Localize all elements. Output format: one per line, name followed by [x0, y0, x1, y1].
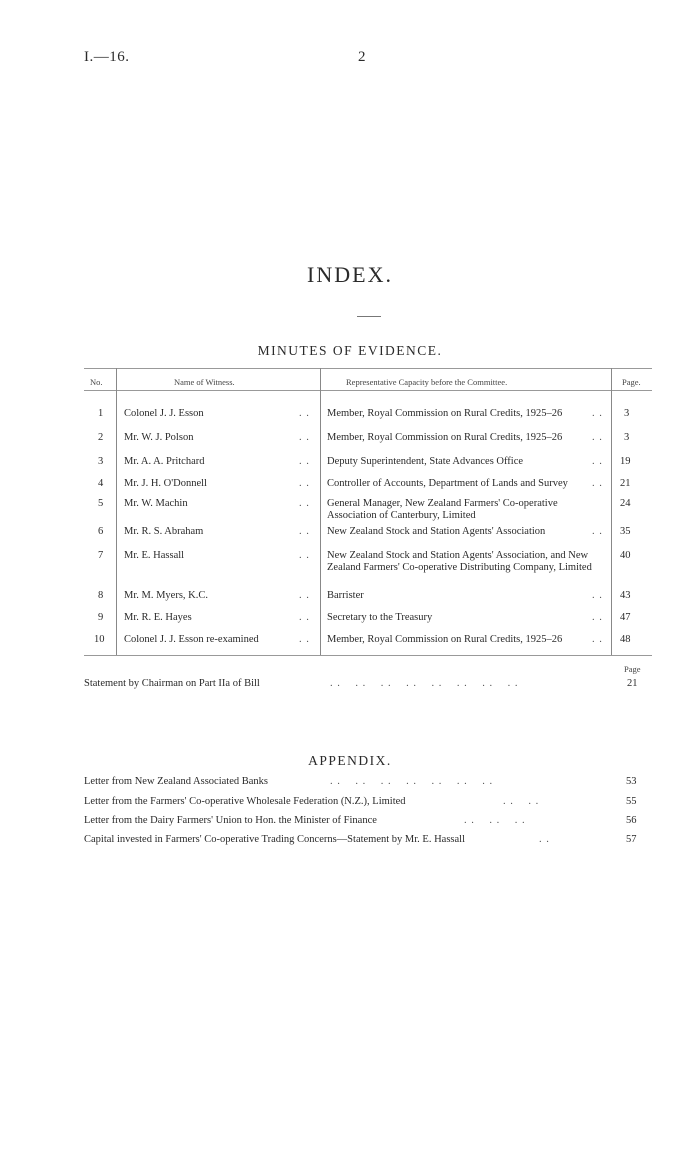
- name-leader-dots: . .: [299, 432, 310, 443]
- appendix-page: 55: [626, 796, 637, 807]
- row-number: 1: [98, 408, 104, 419]
- page-reference: 40: [620, 550, 631, 561]
- page-reference: 19: [620, 456, 631, 467]
- row-number: 2: [98, 432, 104, 443]
- statement-label: Statement by Chairman on Part IIa of Bill: [84, 678, 260, 689]
- witness-capacity: Member, Royal Commission on Rural Credits, 1925–26: [327, 634, 563, 645]
- appendix-leader-dots: . . . . . .: [464, 815, 526, 826]
- column-header-capacity: Representative Capacity before the Committee.: [346, 377, 508, 387]
- page-reference: 21: [620, 478, 631, 489]
- witness-capacity: Secretary to the Treasury: [327, 612, 433, 623]
- row-number: 7: [98, 550, 104, 561]
- appendix-page: 53: [626, 776, 637, 787]
- name-leader-dots: . .: [299, 550, 310, 561]
- witness-capacity: Deputy Superintendent, State Advances Office: [327, 456, 524, 467]
- witness-capacity: Member, Royal Commission on Rural Credits, 1925–26: [327, 408, 563, 419]
- document-reference: I.—16.: [84, 49, 130, 65]
- witness-name: Mr. W. J. Polson: [124, 432, 194, 443]
- page-reference: 3: [624, 408, 630, 419]
- row-number: 3: [98, 456, 104, 467]
- row-number: 6: [98, 526, 104, 537]
- name-leader-dots: . .: [299, 456, 310, 467]
- appendix-leader-dots: . . . .: [503, 796, 540, 807]
- appendix-page: 57: [626, 834, 637, 845]
- witness-capacity: Member, Royal Commission on Rural Credits, 1925–26: [327, 432, 563, 443]
- title-divider: [357, 316, 381, 317]
- name-leader-dots: . .: [299, 526, 310, 537]
- capacity-leader-dots: . .: [592, 408, 603, 419]
- page-reference: 3: [624, 432, 630, 443]
- row-number: 8: [98, 590, 104, 601]
- evidence-heading: MINUTES OF EVIDENCE.: [257, 343, 443, 358]
- capacity-leader-dots: . .: [592, 478, 603, 489]
- capacity-leader-dots: . .: [592, 612, 603, 623]
- witness-capacity: New Zealand Stock and Station Agents' Association: [327, 526, 546, 537]
- capacity-leader-dots: . .: [592, 432, 603, 443]
- appendix-item: Letter from New Zealand Associated Banks: [84, 776, 268, 787]
- page-reference: 24: [620, 498, 631, 509]
- appendix-heading: APPENDIX.: [308, 753, 392, 768]
- capacity-leader-dots: . .: [592, 526, 603, 537]
- column-header-name: Name of Witness.: [174, 377, 235, 387]
- witness-name: Mr. M. Myers, K.C.: [124, 590, 209, 601]
- capacity-leader-dots: . .: [592, 456, 603, 467]
- page-title: INDEX.: [307, 262, 393, 287]
- witness-name: Mr. R. S. Abraham: [124, 526, 204, 537]
- column-header-page: Page.: [622, 377, 641, 387]
- row-number: 4: [98, 478, 104, 489]
- name-leader-dots: . .: [299, 612, 310, 623]
- appendix-item: Capital invested in Farmers' Co-operative Trading Concerns—Statement by Mr. E. Hassall: [84, 834, 465, 845]
- name-leader-dots: . .: [299, 478, 310, 489]
- capacity-leader-dots: . .: [592, 634, 603, 645]
- witness-name: Mr. E. Hassall: [124, 550, 185, 561]
- page-reference: 47: [620, 612, 631, 623]
- column-divider-name: [320, 368, 321, 655]
- witness-capacity: General Manager, New Zealand Farmers' Co-operative Association of Canterbury, Limited: [327, 498, 558, 521]
- table-header-rule: [84, 390, 652, 391]
- page-reference: 43: [620, 590, 631, 601]
- witness-name: Mr. W. Machin: [124, 498, 188, 509]
- row-number: 10: [94, 634, 105, 645]
- appendix-page: 56: [626, 815, 637, 826]
- page-reference: 35: [620, 526, 631, 537]
- witness-capacity: Controller of Accounts, Department of Lands and Survey: [327, 478, 568, 489]
- witness-name: Colonel J. J. Esson re-examined: [124, 634, 259, 645]
- page-number: 2: [358, 49, 366, 65]
- statement-leader-dots: . . . . . . . . . . . . . . . .: [330, 678, 519, 689]
- name-leader-dots: . .: [299, 634, 310, 645]
- table-bottom-rule: [84, 655, 652, 656]
- name-leader-dots: . .: [299, 590, 310, 601]
- table-top-rule: [84, 368, 652, 369]
- column-divider-no: [116, 368, 117, 655]
- witness-name: Mr. R. E. Hayes: [124, 612, 192, 623]
- column-divider-capacity: [611, 368, 612, 655]
- witness-name: Mr. J. H. O'Donnell: [124, 478, 207, 489]
- name-leader-dots: . .: [299, 408, 310, 419]
- capacity-leader-dots: . .: [592, 590, 603, 601]
- witness-capacity: New Zealand Stock and Station Agents' Association, and New Zealand Farmers' Co-operative Distributing Company, Limited: [327, 550, 592, 573]
- witness-name: Colonel J. J. Esson: [124, 408, 204, 419]
- appendix-leader-dots: . .: [539, 834, 550, 845]
- row-number: 5: [98, 498, 104, 509]
- appendix-leader-dots: . . . . . . . . . . . . . .: [330, 776, 494, 787]
- witness-capacity: Barrister: [327, 590, 364, 601]
- statement-page: 21: [627, 678, 638, 689]
- name-leader-dots: . .: [299, 498, 310, 509]
- statement-page-header: Page: [624, 664, 641, 674]
- appendix-item: Letter from the Dairy Farmers' Union to Hon. the Minister of Finance: [84, 815, 377, 826]
- row-number: 9: [98, 612, 104, 623]
- page-reference: 48: [620, 634, 631, 645]
- appendix-item: Letter from the Farmers' Co-operative Wholesale Federation (N.Z.), Limited: [84, 796, 406, 807]
- witness-name: Mr. A. A. Pritchard: [124, 456, 205, 467]
- column-header-no: No.: [90, 377, 103, 387]
- evidence-table: [84, 365, 652, 657]
